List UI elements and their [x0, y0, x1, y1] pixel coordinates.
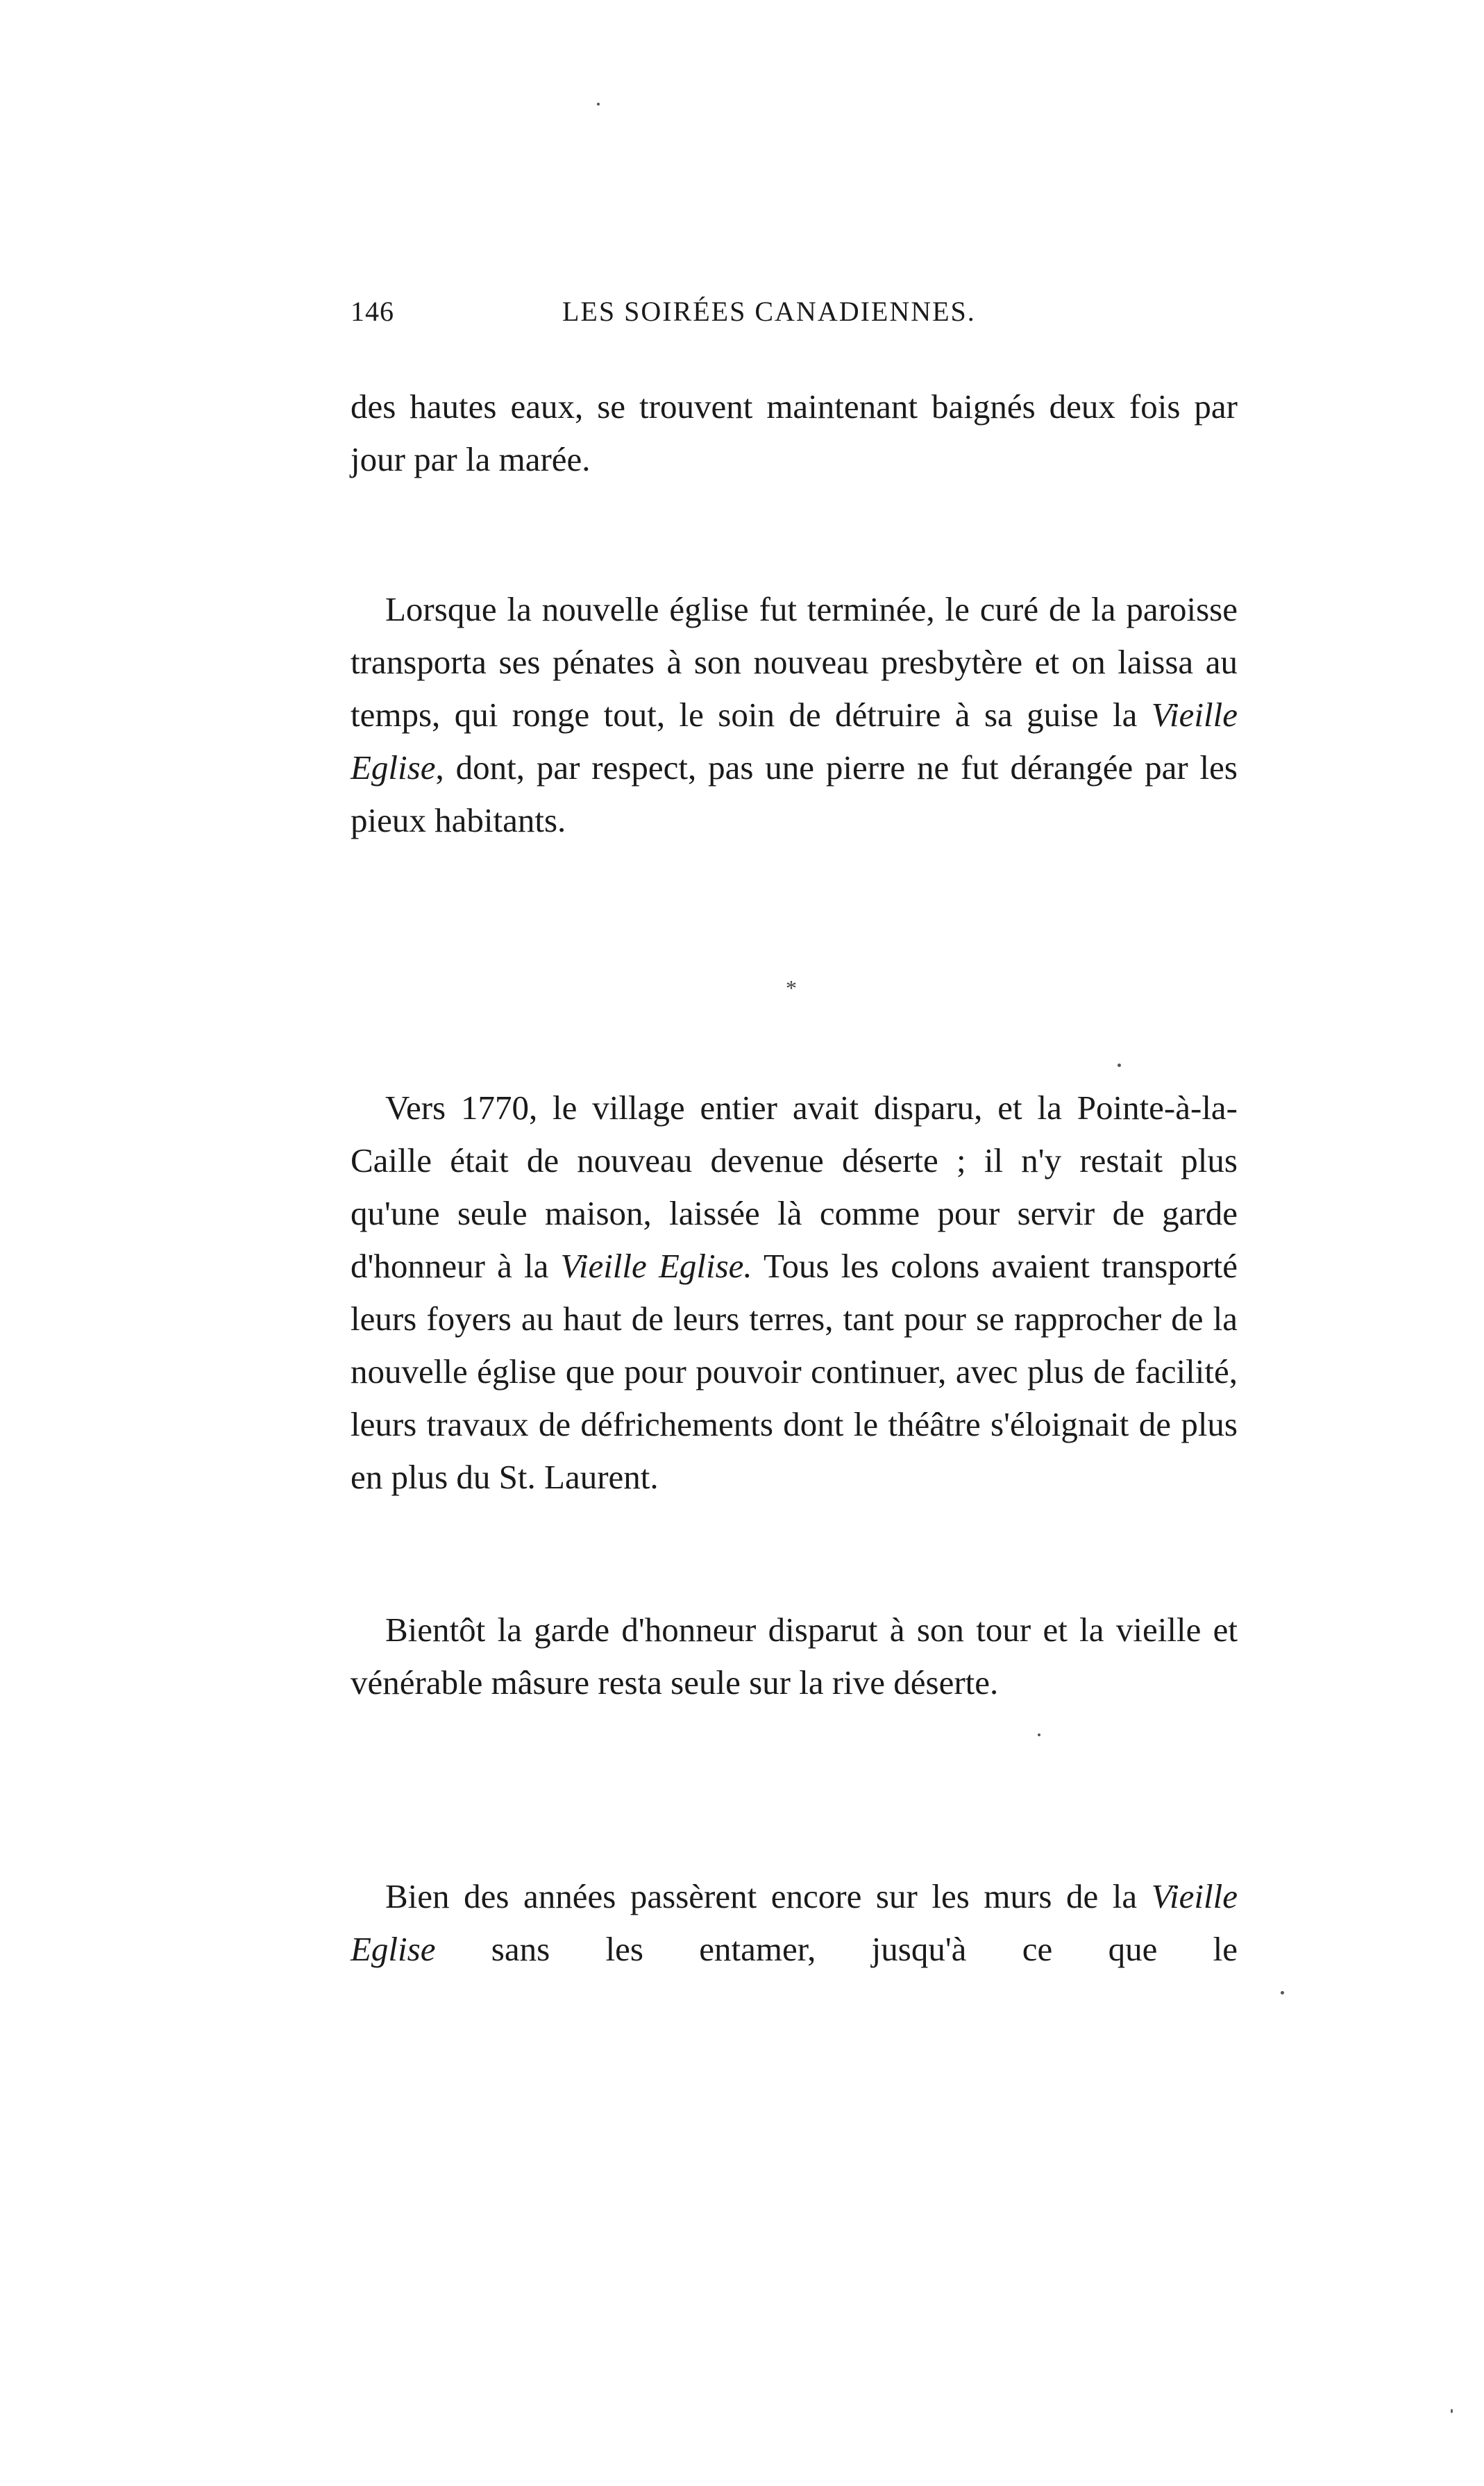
section-separator: * [786, 975, 797, 1000]
italic-title: Vieille Eglise. [560, 1247, 752, 1285]
paper-speck [1038, 1733, 1040, 1736]
italic-title: Vieille Eglise [351, 1877, 1238, 1968]
paragraph-years-passed [351, 1870, 1238, 1976]
page-number: 146 [351, 296, 394, 327]
paragraph-text: Vers 1770, le village entier avait disparu, et la Pointe-à-la-Caille était de nouveau devenue déserte ; il n'y restait plus qu'une seule maison, laissée là comme pour servir de garde d'honneur à la [351, 1089, 1238, 1285]
paragraph-continuation [351, 380, 1238, 486]
paragraph-new-church [351, 583, 1238, 847]
paragraph-village-disappeared [351, 1082, 1238, 1504]
page-header [351, 295, 1239, 337]
running-title: LES SOIRÉES CANADIENNES. [562, 296, 976, 327]
paragraph-text: des hautes eaux, se trouvent maintenant baignés deux fois par jour par la marée. [351, 387, 1238, 478]
paper-speck [597, 103, 600, 106]
paragraph-guard-disappeared [351, 1604, 1238, 1709]
paper-speck [1281, 1991, 1284, 1994]
italic-title: Vieille Eglise [351, 696, 1238, 787]
paragraph-text: Tous les colons avaient transporté leurs foyers au haut de leurs terres, tant pour se rapprocher de la nouvelle église que pour pouvoir continuer, avec plus de facilité, leurs travaux de défrichements dont le théâtre s'éloignait de plus en plus du St. Laurent. [351, 1247, 1238, 1496]
paper-speck [1118, 1064, 1121, 1067]
paragraph-text: Lorsque la nouvelle église fut terminée, le curé de la paroisse transporta ses pénates à son nouveau presbytère et on laissa au temps, qui ronge tout, le soin de détruire à sa guise la [351, 590, 1238, 734]
paragraph-text: Bientôt la garde d'honneur disparut à son tour et la vieille et vénérable mâsure resta seule sur la rive déserte. [351, 1611, 1238, 1702]
paragraph-text: sans les entamer, jusqu'à ce que le [435, 1930, 1238, 1968]
paragraph-text: , dont, par respect, pas une pierre ne fut dérangée par les pieux habitants. [351, 748, 1238, 839]
paragraph-text: Bien des années passèrent encore sur les murs de la [385, 1877, 1152, 1915]
paper-speck [1451, 2409, 1453, 2413]
